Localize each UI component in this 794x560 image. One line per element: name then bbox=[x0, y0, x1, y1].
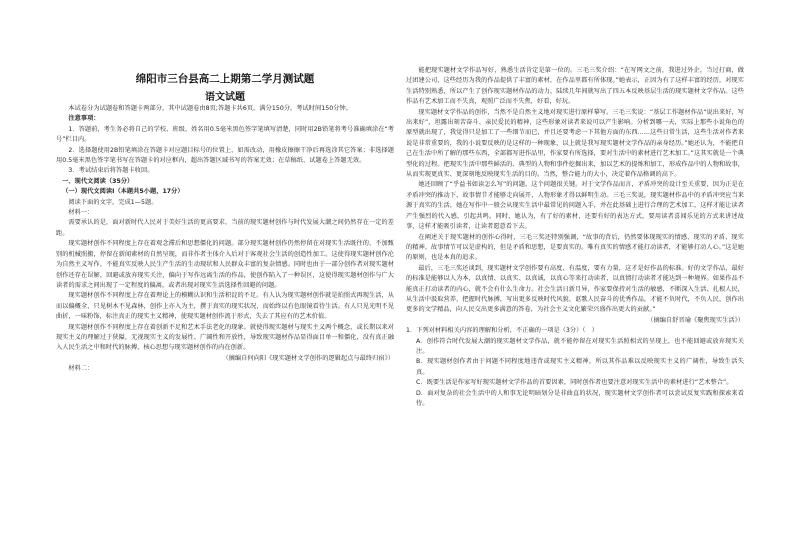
material-1-source: （摘编自何向阳《现实题材文学创作的逻辑起点与最终归宿》） bbox=[222, 354, 394, 362]
question-1-option-b: B．现实题材创作者由于问题不同程度地违背或现实主义精神，所以其作品难以反映现实主义的广阔性，导致生活失真。 bbox=[416, 358, 744, 376]
material-2-source: （摘编自舒晋瑜《聚焦现实生活》） bbox=[647, 316, 744, 324]
reading-prompt: 阅读下面的文字，完成1—5题。 bbox=[68, 198, 158, 206]
material-2-paragraph: 在阐述关于现实题材的创作心得时，三毛三奖还特别强调，“故事的背后，仍然要体现现实的情感、现实的矛盾、现实的精神。故事情节可以是虚构的，但是矛盾和思想，是要真实的。唯有真实的情感才能打动读者，才能够打动人心。”这是她的原则，也是本真的追求。 bbox=[406, 233, 744, 262]
question-1-option-a: A．创作符合时代发展大潮的现实题材文学作品，就不能停留在对现实生活照相式的呈现上，也不能回避或放弃现实关注。 bbox=[416, 337, 744, 355]
notice-item-2: 2．选择题使用2B铅笔填涂在答题卡对应题目标号的位置上，如需改动，用橡皮擦擦干净后再选涂其它答案；非选择题用0.5毫米黑色签字笔书写在答题卡的对应框内，超出答题区域书写的答案无效；在草稿纸、试题卷上答题无效。 bbox=[56, 146, 394, 165]
material-1-paragraph: 需要承认的是，面对新时代人民对于美好生活的更高要求，当前的现实题材创作与时代发展大潮之间仍然存在一定的差距。 bbox=[56, 219, 394, 237]
material-2-paragraph: 现实题材文学作品的创作，当然不是自然主义地对现实进行原样摹写。三毛三奖说：“基层工作题材作品“说出来好，写出来好”，坦露出刻苦奋斗、亲民爱民的精神，这些形象对读者来说可以产生影响。分析到哪一天，实际上那些小说角色的原型就出现了，我觉得只是加工了一些细节而已，并且还要考虑一下其他方面的东西……这些日常生活，这些生活对作者来说是非常重要的，我的小说要反映的是这样的一种现象，以上就是我写现实题材文学作品的亲身经历。”她还认为，不能把自己在生活中所了解的那些东西，全部都写进作品里，作家要有所选择，要对生活中的素材进行艺术加工。”这其实就是一个典型化的过程。把现实生活中那些鲜活的、典型的人物和事件挖掘出来，加以艺术的提炼和加工，形成作品中的人物和故事，从而实现更真实、更深刻地反映现实生活的目的。当然，整合能力的大小，决定着作品格调的高下。 bbox=[406, 108, 744, 179]
question-1: 1．下列对材料相关内容的理解和分析，不正确的一项是（3分）（ ） bbox=[406, 327, 598, 335]
notice-item-1: 1．答题前，考生务必将自己的学校、班级、姓名用0.5毫米黑色签字笔填写清楚，同时用2B铅笔将考号准确填涂在“考号”栏目内。 bbox=[56, 125, 394, 144]
material-1-paragraph: 现实题材创作不同程度上存在着创新不足和艺术手法老化的现象。就使得现实题材与现实主义两个概念，或长期以来对现实主义的理解过于狭隘，无视现实主义的发展性、广阔性和开放性，导致现实题材作品显得面目单一和僵化，没有真正融入人民生活之中和时代的脉搏，核心思想与现实题材创作的内在创新。 bbox=[56, 323, 394, 352]
material-2-heading: 材料二： bbox=[68, 365, 94, 373]
document-subtitle: 语文试题 bbox=[205, 92, 245, 103]
material-2-paragraph: 她还回顾了“乎益书如读怎么写”的问题。这个问题很关键。对于文学作品而言，矛盾冲突的设计至关重要，因为正是在矛盾冲突的推动下，故事情节才能够走向展开，人物形象才得以鲜明生动。三毛三奖说，现实题材作品中的矛盾冲突应当来源于真实的生活，她在写作中一般会从现实生活中最常见的问题入手，并在此基础上进行合理的艺术加工，这样才能让读者产生强烈的代入感，引起共鸣。同时，她认为，有了好的素材，还要有好的表达方式，要用读者喜闻乐见的方式来讲述故事，这样才能吸引读者，让读者愿意看下去。 bbox=[406, 181, 744, 231]
section-1-heading: 一、现代文阅读（35分） bbox=[62, 177, 134, 185]
section-1-1-heading: （一）现代文阅读Ⅰ（本题共5小题，17分） bbox=[62, 188, 184, 196]
material-1-paragraph: 现实题材创作不同程度上存在着观念滞后和思想僵化的问题。部分现实题材创作仍然停留在对现实生活既往的、不加甄别的机械照搬，停留在新闻素材的自然呈现，而非作者主体介入后对于客观社会生活的创造性加工。这使得现实题材创作沦为自然主义写作，不能真实反映人民生产生活的生动现状和人民群众丰富的复杂情感。同时也由于一部分创作者对现实题材创作还存在误解，回避或放弃现实关注，偏向于写作远离生活的作品，使创作陷入了一种误区，这使得现实题材创作与广大读者的需求之间出现了一定程度的偏离，或者出现对现实生活选择性回避的问题。 bbox=[56, 240, 394, 289]
material-1-heading: 材料一： bbox=[68, 209, 94, 217]
material-1-paragraph: 现实题材创作不同程度上存在着理论上的模糊认识和生活积淀的不足。有人认为现实题材创作就是拍照式再现生活，从而以偏概全，只见树木不见森林，创作上亦入为主，撰于真实的现实状况，而始终以有色眼镜看待生活。有人只见光明不见曲折，一味粉饰，标注真正的现实主义精神，使现实题材创作流于形式，失去了其应有的艺术价值。 bbox=[56, 292, 394, 321]
notice-heading: 注意事项： bbox=[68, 115, 100, 123]
right-column bbox=[406, 66, 744, 409]
exam-intro: 本试卷分为试题卷和答题卡两部分，其中试题卷由8页;答题卡共6页。满分150分，考试时间150分钟。 bbox=[68, 105, 352, 112]
left-column bbox=[56, 104, 394, 375]
question-1-option-c: C．既要生活是作家写好现实题材文学作品的首要因素，同时创作者也要注意对现实生活中的素材进行“艺术整合”。 bbox=[416, 379, 733, 387]
material-2-paragraph: 最后，三毛三奖还谈到，现实题材文学创作要有高度、有温度，要有力量，这才是好作品的标准。好的文学作品，最好的标准是能够以人为本，以真情、以真实、以真诚，以真心等来打动读者，以真情打动读者才能达到一种境界。如果作品不能真正打动读者的内心，就不会有什么生命力。社会生活日新月异，作家要保持对生活的敏感，不断深入生活、扎根人民，从生活中汲取营养，把握时代脉搏，写出更多反映时代风貌、讴歌人民奋斗的优秀作品，才能不负时代，不负人民，创作出更多的文学精品，向人民交出更多满意的答卷，为社会主义文化繁荣兴盛作出更大的贡献。” bbox=[406, 264, 744, 314]
material-2-paragraph: 能把现实题材文学作品写好，熟悉生活肯定是第一位的。三毛三奖介绍：“在写网文之前，我进过外企，当过打商，做过团建公司，这些经历为我的作品提供了丰富的素材，在作品里都有所体现。”她表示，正因为有了这样丰富的经历，对现实生活特别熟悉，所以产生了创作现实题材作品的动力，陆续几年间就写出了四五本反映基层生活的现实题材文学作品。这些作品有艺术加工而不失真，观照广泛而不失焦，好看，好玩。 bbox=[406, 67, 744, 106]
notice-item-3: 3．考试结束后将答题卡收回。 bbox=[68, 167, 154, 175]
question-1-option-d: D．面对复杂的社会生活中的人和事无论明暗划分是非曲直的状况，现实题材文学创作者可以尝试反复实践和探索来看待。 bbox=[416, 389, 744, 407]
document-title: 绵阳市三台县高二上期第二学月测试题 bbox=[135, 73, 315, 85]
